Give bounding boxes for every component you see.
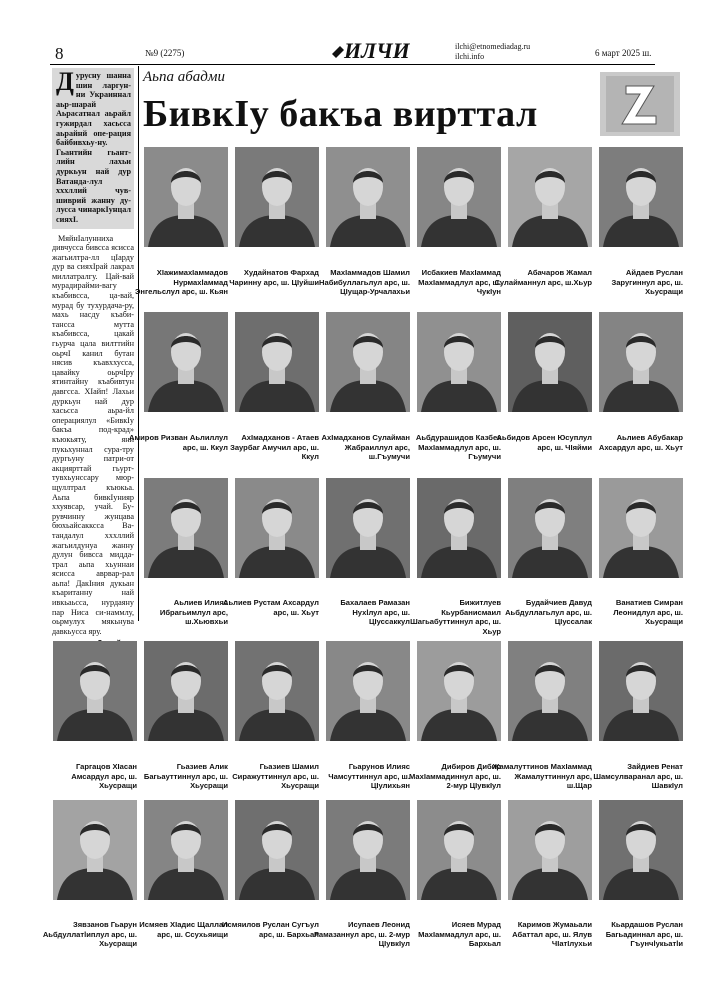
portrait-photo: [508, 147, 592, 247]
portrait-card: [326, 478, 410, 578]
portrait-caption: Исмяилов Руслан Сугъул арс, ш. Бархьал: [222, 920, 319, 939]
portrait-card: [599, 641, 683, 741]
portrait-photo: [599, 800, 683, 900]
portrait-photo: [326, 641, 410, 741]
portrait-photo: [417, 147, 501, 247]
article-body: МяйнIалунниха дивчусса бивсса ясисса жагьилтра-лл цIарду дур ва сияхIрай лакрал миллатралгу. Цай-вай мурадирайми-вагу къабивсса, ца-вай, мурад бу тухурдача-ру, махь насду къаби-тансса мутта къабивсса, цакай гьурча цала вилттийн оьрчI канил бутан нясив къавххусса, цавайку оьрчIру ятинтайну къабивтун давгсса. ХIайп! Лахьи дуркьун най дур хасьсса аьра-йл операциялул «БивкIу бакъа под-крад» къюкьяту, яни пукьхуннал сура-тру дургьуну патри-от акциярттай гьурт-тувхьунссару мюр-щуллтрал къюкьа. Аьпа бивкIунияр ххуявсар, учай. Бу-рувчинну жунцава бюхьайсакксса Ва-тандалул хххллий жагьилдунуа жанну дулун бивсса мидда-трал аьпа хьуннаи ясисса аврвар-рал аьпа! ДакIния дукьан къаританну най ивкьаьсса, нурдаяну пар Ниса си-наммлу, оьрмулух мякьнува давкьусса яру.: [52, 233, 134, 636]
portrait-photo: [599, 147, 683, 247]
portrait-photo: [144, 147, 228, 247]
portrait-caption: МахIаммадов Шамил Набибуллагьлул арс, ш. ЦIущар-Урчалахьи: [318, 268, 410, 297]
issue-date: 6 март 2025 ш.: [595, 48, 652, 58]
portrait-photo: [53, 641, 137, 741]
portrait-card: [417, 147, 501, 247]
portrait-caption: ХIажимахIаммадов Нурмахlаммад Энгельслул арс, ш. Кьян: [134, 268, 228, 297]
portrait-photo: [235, 800, 319, 900]
portrait-card: [235, 800, 319, 900]
portrait-photo: [599, 478, 683, 578]
portrait-caption: Бижитлуев Кьурбанисмаил Шагьабуттиннул арс, ш. Хьур: [410, 598, 501, 636]
article-lead: [52, 68, 134, 229]
portrait-photo: [417, 641, 501, 741]
page-number: 8: [55, 44, 64, 63]
contacts: [455, 42, 530, 62]
headline: БивкIу бакъа вирттал: [143, 93, 538, 135]
portrait-caption: Амиров Ризван Аьлиллул арс, ш. Ккул: [129, 433, 228, 452]
email: ilchi@etnomediadag.ru: [455, 42, 531, 51]
portrait-caption: Бахалаев Рамазан Нухlлул арс, ш. ЦIуссаккул: [340, 598, 410, 627]
portrait-card: [508, 641, 592, 741]
portrait-caption: Зявзанов Гьарун Аьбдуллатlиплул арс, ш. Хьусращи: [42, 920, 137, 949]
portrait-card: [326, 312, 410, 412]
portrait-photo: [235, 312, 319, 412]
portrait-photo: [235, 478, 319, 578]
portrait-photo: [53, 800, 137, 900]
portrait-photo: [144, 641, 228, 741]
portrait-caption: Худайнатов Фархад Чаринну арс, ш. ЦIуйши: [229, 268, 319, 287]
portrait-card: [326, 641, 410, 741]
portrait-caption: Зайдиев Ренат Шамсулваранал арс, ш. ШавкIул: [593, 762, 683, 791]
portrait-card: [417, 312, 501, 412]
header-rule: [50, 64, 655, 65]
portrait-caption: Кьардашов Руслан Багьадиннал арс, ш. Гъунчlукьатlи: [605, 920, 683, 949]
portrait-caption: Гаргацов ХIасан Амсардул арс, ш. Хьусращи: [71, 762, 137, 791]
portrait-card: [417, 641, 501, 741]
portrait-caption: Аьлиев Рустам Ахсардул арс, ш. Хьут: [222, 598, 319, 617]
portrait-caption: АхIмадханов Сулайман Жабраиллул арс, ш.Гъумучи: [321, 433, 410, 462]
portrait-caption: Аьлиев Абубакар Ахсардул арс, ш. Хьут: [598, 433, 683, 452]
article-column: [52, 68, 134, 659]
portrait-card: [508, 312, 592, 412]
portrait-caption: Ванатиев Симран Леонидлул арс, ш. Хьусращи: [613, 598, 683, 627]
portrait-photo: [326, 800, 410, 900]
portrait-photo: [144, 800, 228, 900]
portrait-photo: [508, 478, 592, 578]
portrait-photo: [235, 147, 319, 247]
portrait-card: [235, 641, 319, 741]
portrait-photo: [326, 478, 410, 578]
portrait-card: [508, 147, 592, 247]
portrait-caption: Гьарунов Илияс Чамсуттиннул арс, ш. ЦIулихьян: [328, 762, 410, 791]
portrait-photo: [599, 641, 683, 741]
logo-text: ИЛЧИ: [344, 38, 410, 63]
portrait-card: [326, 147, 410, 247]
portrait-caption: Гьазиев Шамил Сиражуттиннул арс, ш. Хьусращи: [232, 762, 319, 791]
portrait-card: [417, 478, 501, 578]
portrait-photo: [235, 641, 319, 741]
z-symbol-image: [600, 72, 680, 136]
lead-text: урусну шанна шин ларгун-ни Украиннал аьр-шарай Аьрасатнал аьрайл гужирдал хасьсса аьрайнй опе-рация байбивхьу-ну. Гьантийн гьант-лийн лахьи дуркьун най дур Ватанда-лул хххллий чув-шиврий жанну ду-лусса чинаркIунцал сияхI.: [56, 71, 131, 224]
portrait-photo: [326, 147, 410, 247]
drop-cap: Д: [56, 67, 74, 96]
portrait-card: [599, 478, 683, 578]
portrait-caption: Исбакиев МахIаммад МахIаммадлул арс, ш. ЧукIун: [418, 268, 501, 297]
portrait-card: [53, 800, 137, 900]
portrait-caption: Каримов Жумаьали Абаттал арс, ш. Ялув ЧIатIлухьи: [512, 920, 592, 949]
portrait-photo: [508, 800, 592, 900]
portrait-photo: [417, 800, 501, 900]
portrait-card: [599, 800, 683, 900]
portrait-card: [508, 800, 592, 900]
portrait-card: [235, 312, 319, 412]
rubric: Аьпа абадми: [143, 69, 225, 85]
portrait-photo: [599, 312, 683, 412]
portrait-card: [53, 641, 137, 741]
portrait-photo: [508, 312, 592, 412]
portrait-photo: [417, 312, 501, 412]
portrait-caption: АхIмадханов - Атаев Заурбаг Амучил арс, ш. Ккул: [230, 433, 319, 462]
portrait-photo: [326, 312, 410, 412]
column-divider: [138, 66, 139, 621]
portrait-caption: Аьбидов Арсен Юсуплул арс, ш. ЧIяйми: [496, 433, 592, 452]
newspaper-logo: [330, 36, 410, 64]
portrait-card: [508, 478, 592, 578]
website: ilchi.info: [455, 52, 485, 61]
portrait-caption: Жамалуттинов МахIаммад Жамалуттиннул арс, ш.Щар: [492, 762, 592, 791]
portrait-photo: [144, 312, 228, 412]
portrait-caption: Исупаев Леонид Рамазаннул арс, ш. 2-мур ЦIувкIул: [313, 920, 410, 949]
portrait-photo: [508, 641, 592, 741]
portrait-card: [417, 800, 501, 900]
portrait-card: [599, 312, 683, 412]
portrait-card: [235, 147, 319, 247]
portrait-caption: Айдаев Руслан Заругиннул арс, ш. Хьусращи: [611, 268, 683, 297]
portrait-card: [144, 147, 228, 247]
portrait-caption: Будайчиев Давуд Аьбдуллагьлул арс, ш. ЦIуссалак: [505, 598, 592, 627]
portrait-card: [144, 641, 228, 741]
portrait-card: [599, 147, 683, 247]
portrait-caption: Абачаров Жамал Сулайманнул арс, ш.Хьур: [494, 268, 592, 287]
portrait-card: [144, 312, 228, 412]
portrait-card: [144, 478, 228, 578]
portrait-card: [235, 478, 319, 578]
portrait-caption: Аьбдурашидов Казбек МахIаммадлул арс, ш. Гъумучи: [415, 433, 501, 462]
portrait-card: [326, 800, 410, 900]
portrait-card: [144, 800, 228, 900]
portrait-caption: Аьлиев Илияс Ибрагьимлул арс, ш.Хьювхьи: [159, 598, 228, 627]
portrait-caption: Исяев Мурад МахIаммадлул арс, ш. Бархьал: [418, 920, 501, 949]
portrait-caption: Гьазиев Алик Багьауттиннул арс, ш. Хьусращи: [143, 762, 228, 791]
issue-number: №9 (2275): [145, 48, 185, 58]
portrait-caption: Исмяев ХIадис Щаллал арс, ш. Ссухьяищи: [139, 920, 228, 939]
portrait-photo: [417, 478, 501, 578]
portrait-caption: Дибиров Дибир МахIаммадиннул арс, ш. 2-мур ЦIувкIул: [408, 762, 501, 791]
portrait-photo: [144, 478, 228, 578]
